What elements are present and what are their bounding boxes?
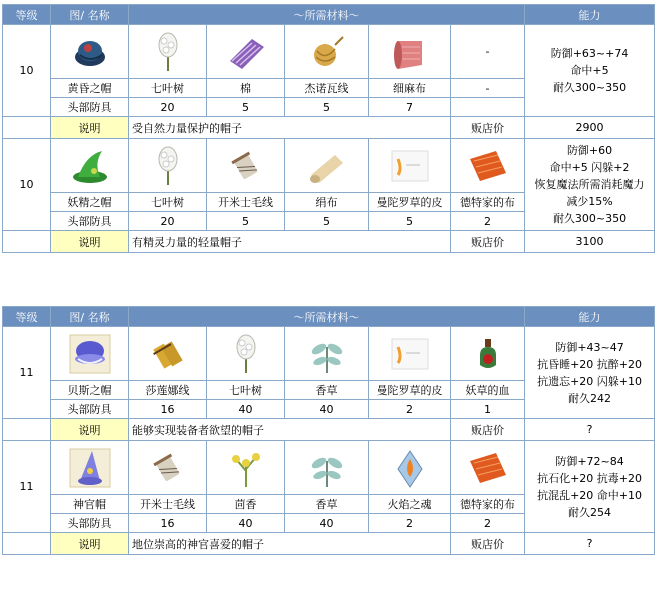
material-name: 棉 xyxy=(207,79,285,98)
price-value: 2900 xyxy=(525,117,655,139)
material-icon-cell xyxy=(369,441,451,495)
material-name: 绢布 xyxy=(285,193,369,212)
material-qty: 2 xyxy=(369,400,451,419)
material-qty: 2 xyxy=(451,514,525,533)
item-type: 头部防具 xyxy=(51,98,129,117)
mandragora-skin-icon xyxy=(388,145,432,187)
material-name: 德特家的布 xyxy=(451,193,525,212)
item-name: 妖精之帽 xyxy=(51,193,129,212)
buckeye-flower-icon xyxy=(146,31,190,73)
ability-cell xyxy=(525,139,655,231)
material-qty: 40 xyxy=(285,400,369,419)
description-label: 说明 xyxy=(51,231,129,253)
material-qty: 40 xyxy=(285,514,369,533)
recipe-table-1 xyxy=(2,4,655,253)
material-qty: 20 xyxy=(129,212,207,231)
header-icon-name: 图/ 名称 xyxy=(51,5,129,25)
header-ability: 能力 xyxy=(525,5,655,25)
material-qty xyxy=(451,98,525,117)
material-name: 莎莲娜线 xyxy=(129,381,207,400)
buckeye-flower-icon xyxy=(146,145,190,187)
item-icon-cell xyxy=(51,441,129,495)
price-value: 3100 xyxy=(525,231,655,253)
material-icon-cell xyxy=(451,327,525,381)
table-header-row xyxy=(3,307,655,327)
ability-line: 耐久242 xyxy=(568,391,612,405)
blue-pointed-hat-icon xyxy=(68,447,112,489)
ability-line: 耐久254 xyxy=(568,505,612,519)
item-type: 头部防具 xyxy=(51,212,129,231)
item-name: 神官帽 xyxy=(51,495,129,514)
orange-cloth-icon xyxy=(466,447,510,489)
material-icon-cell xyxy=(451,139,525,193)
ability-line: 耐久300~350 xyxy=(552,81,627,94)
price-label: 贩店价 xyxy=(451,533,525,555)
thread-spool-icon xyxy=(146,447,190,489)
material-name: 细麻布 xyxy=(369,79,451,98)
material-icon-cell xyxy=(285,441,369,495)
ability-line: 耐久300~350 xyxy=(552,212,627,225)
price-value: ? xyxy=(525,533,655,555)
material-icon-cell xyxy=(285,25,369,79)
table-row xyxy=(3,117,655,139)
ability-cell xyxy=(525,25,655,117)
table-row xyxy=(3,231,655,253)
ability-line: 命中+5 xyxy=(570,64,609,77)
item-name: 黄昏之帽 xyxy=(51,79,129,98)
level-cell: 11 xyxy=(3,441,51,533)
vanilla-herb-icon xyxy=(305,447,349,489)
material-name: 开米士毛线 xyxy=(129,495,207,514)
material-icon-cell xyxy=(285,139,369,193)
material-qty: 5 xyxy=(285,212,369,231)
price-label: 贩店价 xyxy=(451,419,525,441)
material-qty: 5 xyxy=(207,98,285,117)
description-text: 地位崇高的神官喜爱的帽子 xyxy=(129,533,451,555)
ability-line: 恢复魔法所需消耗魔力 xyxy=(534,178,645,191)
header-level: 等级 xyxy=(3,307,51,327)
ability-line: 抗遗忘+20 闪躲+10 xyxy=(537,374,643,388)
item-icon-cell xyxy=(51,327,129,381)
material-qty: 40 xyxy=(207,400,285,419)
material-name: 妖草的血 xyxy=(451,381,525,400)
header-materials: ～所需材料～ xyxy=(129,5,525,25)
price-value: ? xyxy=(525,419,655,441)
ability-line: 防御+63~+74 xyxy=(550,47,629,60)
material-name: 香草 xyxy=(285,381,369,400)
recipe-table-2 xyxy=(2,306,655,555)
potion-bottle-icon xyxy=(466,333,510,375)
yellow-yarn-icon xyxy=(305,31,349,73)
header-materials: ～所需材料～ xyxy=(129,307,525,327)
material-qty: - xyxy=(451,79,525,98)
item-type: 头部防具 xyxy=(51,514,129,533)
item-name: 贝斯之帽 xyxy=(51,381,129,400)
ability-line: 抗石化+20 抗毒+20 xyxy=(537,471,643,485)
ability-line: 减少15% xyxy=(566,195,613,208)
item-icon-cell xyxy=(51,139,129,193)
silk-roll-icon xyxy=(305,145,349,187)
material-qty: 16 xyxy=(129,400,207,419)
green-witch-hat-icon xyxy=(68,145,112,187)
ability-line: 抗昏睡+20 抗醉+20 xyxy=(537,357,643,371)
material-qty: 5 xyxy=(207,212,285,231)
material-name: 茴香 xyxy=(207,495,285,514)
material-name: 曼陀罗草的皮 xyxy=(369,193,451,212)
level-cell: 11 xyxy=(3,327,51,419)
price-label: 贩店价 xyxy=(451,231,525,253)
material-name: 德特家的布 xyxy=(451,495,525,514)
material-name: 香草 xyxy=(285,495,369,514)
table-row xyxy=(3,441,655,495)
material-qty: 20 xyxy=(129,98,207,117)
material-name: 开米士毛线 xyxy=(207,193,285,212)
material-icon-cell xyxy=(207,25,285,79)
material-qty: 5 xyxy=(285,98,369,117)
ability-line: 防御+60 xyxy=(566,144,613,157)
material-icon-cell xyxy=(129,441,207,495)
table-header-row xyxy=(3,5,655,25)
ability-line: 防御+72~84 xyxy=(555,454,624,468)
ability-cell xyxy=(525,327,655,419)
material-name: 七叶树 xyxy=(207,381,285,400)
material-name: 杰诺瓦线 xyxy=(285,79,369,98)
description-label: 说明 xyxy=(51,117,129,139)
material-icon-cell xyxy=(369,25,451,79)
material-icon-cell xyxy=(207,327,285,381)
dark-blue-hat-icon xyxy=(68,31,112,73)
red-fabric-roll-icon xyxy=(388,31,432,73)
description-text: 有精灵力量的轻量帽子 xyxy=(129,231,451,253)
material-name: 火焰之魂 xyxy=(369,495,451,514)
material-name: 曼陀罗草的皮 xyxy=(369,381,451,400)
thread-spool-icon xyxy=(224,145,268,187)
material-icon-cell xyxy=(451,441,525,495)
material-icon-cell xyxy=(285,327,369,381)
description-label: 说明 xyxy=(51,419,129,441)
material-qty: 40 xyxy=(207,514,285,533)
description-text: 能够实现装备者欲望的帽子 xyxy=(129,419,451,441)
table-row xyxy=(3,139,655,193)
level-cell: 10 xyxy=(3,139,51,231)
material-icon-cell xyxy=(129,25,207,79)
ability-line: 抗混乱+20 命中+10 xyxy=(537,488,643,502)
flame-soul-icon xyxy=(388,447,432,489)
table-row xyxy=(3,25,655,79)
header-icon-name: 图/ 名称 xyxy=(51,307,129,327)
price-label: 贩店价 xyxy=(451,117,525,139)
material-name: - xyxy=(451,25,525,79)
item-icon-cell xyxy=(51,25,129,79)
table-row xyxy=(3,419,655,441)
level-cell: 10 xyxy=(3,25,51,117)
blue-turban-hat-icon xyxy=(68,333,112,375)
material-icon-cell xyxy=(129,139,207,193)
header-level: 等级 xyxy=(3,5,51,25)
ability-cell xyxy=(525,441,655,533)
purple-cloth-icon xyxy=(224,31,268,73)
material-icon-cell xyxy=(369,139,451,193)
material-name: 七叶树 xyxy=(129,79,207,98)
ability-line: 命中+5 闪躲+2 xyxy=(549,161,630,174)
material-icon-cell xyxy=(369,327,451,381)
material-qty: 5 xyxy=(369,212,451,231)
fennel-herb-icon xyxy=(224,447,268,489)
material-qty: 16 xyxy=(129,514,207,533)
description-text: 受自然力量保护的帽子 xyxy=(129,117,451,139)
material-icon-cell xyxy=(129,327,207,381)
orange-cloth-icon xyxy=(466,145,510,187)
item-type: 头部防具 xyxy=(51,400,129,419)
description-label: 说明 xyxy=(51,533,129,555)
golden-thread-icon xyxy=(146,333,190,375)
material-qty: 2 xyxy=(369,514,451,533)
material-qty: 7 xyxy=(369,98,451,117)
material-qty: 1 xyxy=(451,400,525,419)
ability-line: 防御+43~47 xyxy=(555,340,624,354)
header-ability: 能力 xyxy=(525,307,655,327)
material-icon-cell xyxy=(207,139,285,193)
mandragora-skin-icon xyxy=(388,333,432,375)
material-name: 七叶树 xyxy=(129,193,207,212)
buckeye-flower-icon xyxy=(224,333,268,375)
vanilla-herb-icon xyxy=(305,333,349,375)
material-icon-cell xyxy=(207,441,285,495)
table-row xyxy=(3,533,655,555)
material-qty: 2 xyxy=(451,212,525,231)
table-row xyxy=(3,327,655,381)
